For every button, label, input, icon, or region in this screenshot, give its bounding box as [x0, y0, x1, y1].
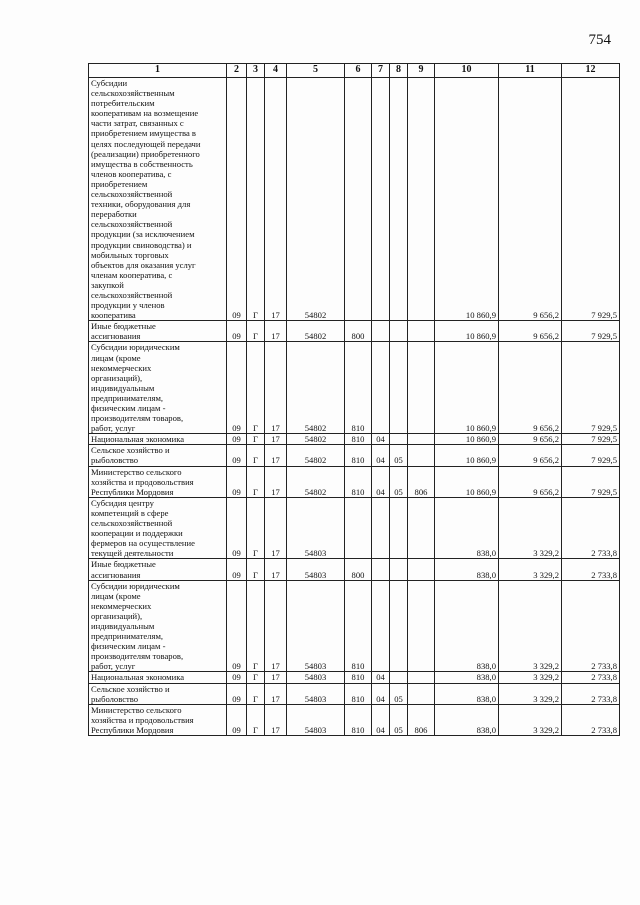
cell-c8: 05	[390, 445, 408, 466]
cell-c12: 7 929,5	[562, 445, 620, 466]
cell-c2: 09	[227, 559, 247, 580]
cell-c3: Г	[247, 321, 265, 342]
cell-c11: 9 656,2	[499, 445, 562, 466]
cell-c3: Г	[247, 672, 265, 683]
cell-c7: 04	[372, 672, 390, 683]
cell-c11: 3 329,2	[499, 704, 562, 735]
row-description: Иные бюджетные ассигнования	[89, 559, 227, 580]
cell-c12: 2 733,8	[562, 683, 620, 704]
cell-c10: 10 860,9	[435, 466, 499, 497]
cell-c3: Г	[247, 704, 265, 735]
cell-c9	[408, 445, 435, 466]
cell-c10: 10 860,9	[435, 78, 499, 321]
cell-c12: 7 929,5	[562, 321, 620, 342]
row-description: Сельское хозяйство и рыболовство	[89, 445, 227, 466]
cell-c11: 9 656,2	[499, 342, 562, 434]
cell-c8	[390, 672, 408, 683]
cell-c8	[390, 580, 408, 672]
cell-c12: 2 733,8	[562, 559, 620, 580]
cell-c8	[390, 78, 408, 321]
cell-c3: Г	[247, 559, 265, 580]
cell-c8	[390, 497, 408, 559]
cell-c9	[408, 683, 435, 704]
table-row	[89, 445, 620, 466]
cell-c9: 806	[408, 704, 435, 735]
cell-c3: Г	[247, 342, 265, 434]
table-row	[89, 342, 620, 434]
cell-c11: 9 656,2	[499, 434, 562, 445]
column-header: 11	[499, 64, 562, 78]
column-header: 6	[345, 64, 372, 78]
table-row	[89, 497, 620, 559]
table-row	[89, 580, 620, 672]
cell-c2: 09	[227, 672, 247, 683]
cell-c3: Г	[247, 445, 265, 466]
cell-c8	[390, 434, 408, 445]
row-description: Субсидии юридическим лицам (кроме некоммерческих организаций), индивидуальным предпринимателям, физическим лицам - производителям товаров, работ, услуг	[89, 580, 227, 672]
cell-c10: 10 860,9	[435, 434, 499, 445]
cell-c10: 838,0	[435, 559, 499, 580]
cell-c5: 54802	[287, 342, 345, 434]
cell-c5: 54803	[287, 672, 345, 683]
cell-c10: 10 860,9	[435, 445, 499, 466]
cell-c11: 3 329,2	[499, 672, 562, 683]
cell-c5: 54803	[287, 580, 345, 672]
column-header: 7	[372, 64, 390, 78]
column-header: 3	[247, 64, 265, 78]
cell-c4: 17	[265, 672, 287, 683]
page-number: 754	[588, 32, 611, 48]
cell-c12: 7 929,5	[562, 78, 620, 321]
cell-c4: 17	[265, 78, 287, 321]
cell-c3: Г	[247, 683, 265, 704]
row-description: Министерство сельского хозяйства и продовольствия Республики Мордовия	[89, 466, 227, 497]
cell-c5: 54802	[287, 434, 345, 445]
cell-c3: Г	[247, 78, 265, 321]
cell-c9	[408, 497, 435, 559]
cell-c9	[408, 580, 435, 672]
cell-c9	[408, 434, 435, 445]
cell-c3: Г	[247, 580, 265, 672]
cell-c10: 838,0	[435, 580, 499, 672]
cell-c12: 2 733,8	[562, 672, 620, 683]
cell-c6: 800	[345, 321, 372, 342]
cell-c2: 09	[227, 434, 247, 445]
cell-c8: 05	[390, 704, 408, 735]
cell-c3: Г	[247, 434, 265, 445]
column-header: 5	[287, 64, 345, 78]
cell-c9	[408, 321, 435, 342]
column-header: 10	[435, 64, 499, 78]
cell-c11: 9 656,2	[499, 321, 562, 342]
column-header: 9	[408, 64, 435, 78]
row-description: Субсидии сельскохозяйственным потребительским кооперативам на возмещение части затрат, связанных с приобретением имущества в целях последующей передачи (реализации) приобретенного имущества в собственность членов кооператива, с приобретением сельскохозяйственной техники, оборудования для переработки сельскохозяйственной продукции (за исключением продукции свиноводства) и мобильных торговых объектов для оказания услуг членам кооператива, с закупкой сельскохозяйственной продукции у членов кооператива	[89, 78, 227, 321]
cell-c2: 09	[227, 683, 247, 704]
cell-c9	[408, 342, 435, 434]
cell-c11: 3 329,2	[499, 683, 562, 704]
cell-c7	[372, 321, 390, 342]
cell-c4: 17	[265, 704, 287, 735]
cell-c4: 17	[265, 342, 287, 434]
column-header: 2	[227, 64, 247, 78]
cell-c7: 04	[372, 466, 390, 497]
cell-c8	[390, 321, 408, 342]
row-description: Национальная экономика	[89, 672, 227, 683]
row-description: Министерство сельского хозяйства и продовольствия Республики Мордовия	[89, 704, 227, 735]
cell-c10: 10 860,9	[435, 321, 499, 342]
cell-c6: 810	[345, 672, 372, 683]
column-header: 4	[265, 64, 287, 78]
table-body	[89, 78, 620, 736]
cell-c4: 17	[265, 434, 287, 445]
cell-c5: 54802	[287, 445, 345, 466]
cell-c7	[372, 78, 390, 321]
cell-c7	[372, 342, 390, 434]
row-description: Сельское хозяйство и рыболовство	[89, 683, 227, 704]
cell-c6: 810	[345, 683, 372, 704]
cell-c6: 810	[345, 580, 372, 672]
cell-c5: 54802	[287, 466, 345, 497]
table-row	[89, 683, 620, 704]
cell-c9: 806	[408, 466, 435, 497]
cell-c2: 09	[227, 497, 247, 559]
row-description: Национальная экономика	[89, 434, 227, 445]
table-row	[89, 321, 620, 342]
cell-c7: 04	[372, 704, 390, 735]
cell-c12: 7 929,5	[562, 434, 620, 445]
row-description: Субсидия центру компетенций в сфере сельскохозяйственной кооперации и поддержки фермеров на осуществление текущей деятельности	[89, 497, 227, 559]
cell-c11: 3 329,2	[499, 497, 562, 559]
cell-c10: 838,0	[435, 683, 499, 704]
cell-c12: 7 929,5	[562, 466, 620, 497]
cell-c10: 838,0	[435, 497, 499, 559]
cell-c10: 10 860,9	[435, 342, 499, 434]
cell-c4: 17	[265, 466, 287, 497]
cell-c2: 09	[227, 580, 247, 672]
table-row	[89, 434, 620, 445]
cell-c7: 04	[372, 434, 390, 445]
table-row	[89, 559, 620, 580]
cell-c6: 810	[345, 342, 372, 434]
row-description: Субсидии юридическим лицам (кроме некоммерческих организаций), индивидуальным предпринимателям, физическим лицам - производителям товаров, работ, услуг	[89, 342, 227, 434]
cell-c3: Г	[247, 466, 265, 497]
cell-c6	[345, 78, 372, 321]
cell-c10: 838,0	[435, 672, 499, 683]
cell-c12: 2 733,8	[562, 580, 620, 672]
cell-c6: 810	[345, 704, 372, 735]
cell-c8: 05	[390, 683, 408, 704]
row-description: Иные бюджетные ассигнования	[89, 321, 227, 342]
cell-c9	[408, 672, 435, 683]
cell-c7: 04	[372, 445, 390, 466]
cell-c5: 54803	[287, 559, 345, 580]
cell-c2: 09	[227, 704, 247, 735]
cell-c11: 3 329,2	[499, 559, 562, 580]
table-row	[89, 466, 620, 497]
cell-c4: 17	[265, 445, 287, 466]
cell-c7	[372, 580, 390, 672]
budget-table	[88, 63, 620, 736]
cell-c12: 2 733,8	[562, 497, 620, 559]
cell-c2: 09	[227, 78, 247, 321]
cell-c6: 800	[345, 559, 372, 580]
table-header-row	[89, 64, 620, 78]
cell-c5: 54802	[287, 321, 345, 342]
cell-c4: 17	[265, 580, 287, 672]
cell-c12: 7 929,5	[562, 342, 620, 434]
cell-c2: 09	[227, 466, 247, 497]
column-header: 8	[390, 64, 408, 78]
cell-c11: 3 329,2	[499, 580, 562, 672]
cell-c2: 09	[227, 445, 247, 466]
cell-c2: 09	[227, 321, 247, 342]
cell-c12: 2 733,8	[562, 704, 620, 735]
cell-c9	[408, 559, 435, 580]
column-header: 1	[89, 64, 227, 78]
cell-c5: 54803	[287, 704, 345, 735]
cell-c6: 810	[345, 434, 372, 445]
cell-c4: 17	[265, 497, 287, 559]
cell-c4: 17	[265, 683, 287, 704]
cell-c8	[390, 559, 408, 580]
cell-c11: 9 656,2	[499, 466, 562, 497]
cell-c8: 05	[390, 466, 408, 497]
cell-c9	[408, 78, 435, 321]
cell-c5: 54803	[287, 497, 345, 559]
table-row	[89, 704, 620, 735]
cell-c7	[372, 497, 390, 559]
cell-c4: 17	[265, 559, 287, 580]
cell-c7	[372, 559, 390, 580]
cell-c6: 810	[345, 466, 372, 497]
cell-c6	[345, 497, 372, 559]
cell-c6: 810	[345, 445, 372, 466]
table-row	[89, 672, 620, 683]
table-row	[89, 78, 620, 321]
cell-c5: 54803	[287, 683, 345, 704]
cell-c11: 9 656,2	[499, 78, 562, 321]
cell-c4: 17	[265, 321, 287, 342]
cell-c5: 54802	[287, 78, 345, 321]
cell-c3: Г	[247, 497, 265, 559]
cell-c2: 09	[227, 342, 247, 434]
cell-c10: 838,0	[435, 704, 499, 735]
column-header: 12	[562, 64, 620, 78]
cell-c7: 04	[372, 683, 390, 704]
cell-c8	[390, 342, 408, 434]
